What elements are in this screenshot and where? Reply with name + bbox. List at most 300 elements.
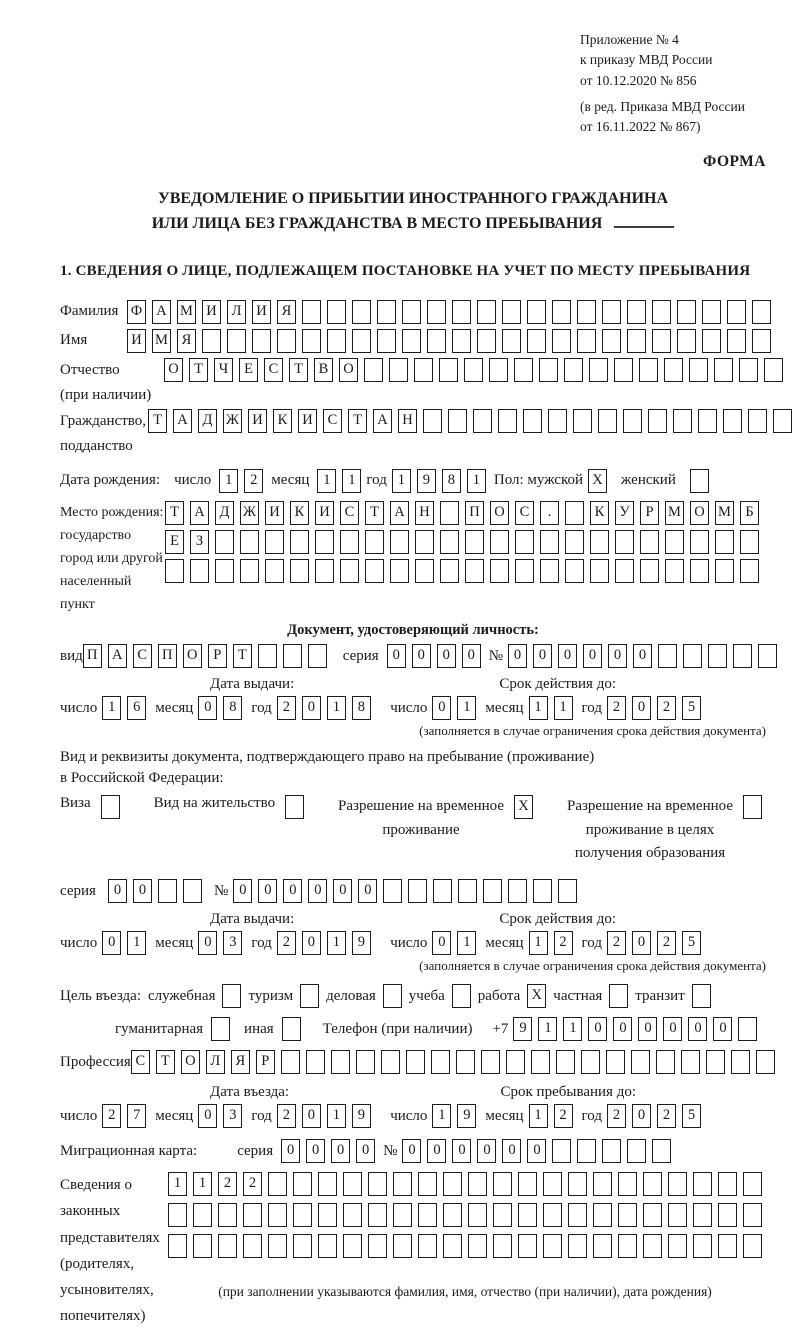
purpose-official-checkbox xyxy=(222,984,241,1008)
filled-cell: 0 xyxy=(283,879,302,903)
valid-month-cells xyxy=(529,696,573,720)
empty-cell xyxy=(758,644,777,668)
empty-cell xyxy=(593,1203,612,1227)
filled-cell: С xyxy=(131,1050,150,1074)
empty-cell xyxy=(193,1234,212,1258)
empty-cell xyxy=(364,358,383,382)
empty-cell xyxy=(698,409,717,433)
empty-cell xyxy=(318,1172,337,1196)
empty-cell xyxy=(640,530,659,554)
purpose-label: Цель въезда: xyxy=(60,987,141,1004)
empty-cell xyxy=(218,1234,237,1258)
purpose-tourism-checkbox xyxy=(300,984,319,1008)
filled-cell: X xyxy=(514,795,533,819)
patronymic-label-line1: Отчество xyxy=(60,361,120,378)
empty-cell xyxy=(715,530,734,554)
empty-cell xyxy=(101,795,120,819)
empty-cell xyxy=(543,1172,562,1196)
empty-cell xyxy=(540,530,559,554)
purpose-transit-label: транзит xyxy=(635,987,685,1004)
empty-cell xyxy=(565,501,584,525)
empty-cell xyxy=(458,879,477,903)
filled-cell: 1 xyxy=(219,469,238,493)
surname-row xyxy=(60,300,766,324)
empty-cell xyxy=(465,559,484,583)
empty-cell xyxy=(383,879,402,903)
empty-cell xyxy=(664,358,683,382)
empty-cell xyxy=(518,1172,537,1196)
empty-cell xyxy=(343,1172,362,1196)
filled-cell: 3 xyxy=(223,931,242,955)
empty-cell xyxy=(677,300,696,324)
filled-cell: 1 xyxy=(467,469,486,493)
filled-cell: П xyxy=(465,501,484,525)
filled-cell: Ч xyxy=(214,358,233,382)
empty-cell xyxy=(393,1172,412,1196)
empty-cell xyxy=(606,1050,625,1074)
blank-underline xyxy=(614,214,674,228)
filled-cell: 2 xyxy=(554,931,573,955)
empty-cell xyxy=(568,1234,587,1258)
empty-cell xyxy=(468,1172,487,1196)
phone-label: Телефон (при наличии) xyxy=(322,1020,473,1037)
empty-cell xyxy=(602,300,621,324)
profession-label: Профессия xyxy=(60,1053,131,1070)
filled-cell: 2 xyxy=(243,1172,262,1196)
empty-cell xyxy=(393,1203,412,1227)
empty-cell xyxy=(643,1234,662,1258)
year-label: год xyxy=(581,1107,602,1124)
residence-valid-year-cells xyxy=(607,931,701,955)
empty-cell xyxy=(390,530,409,554)
issue-month-cells xyxy=(198,696,242,720)
empty-cell xyxy=(568,1203,587,1227)
citizenship-row xyxy=(60,409,766,459)
filled-cell: 1 xyxy=(193,1172,212,1196)
filled-cell: 1 xyxy=(529,1104,548,1128)
phone-prefix: +7 xyxy=(492,1020,509,1037)
empty-cell xyxy=(252,329,271,353)
filled-cell: 0 xyxy=(588,1017,607,1041)
empty-cell xyxy=(277,329,296,353)
empty-cell xyxy=(415,530,434,554)
empty-cell xyxy=(193,1203,212,1227)
temp-residence-edu-label-line3: получения образования xyxy=(574,844,726,861)
filled-cell: 2 xyxy=(102,1104,121,1128)
empty-cell xyxy=(190,559,209,583)
empty-cell xyxy=(689,358,708,382)
empty-cell xyxy=(300,984,319,1008)
representatives-label-line2: законных xyxy=(60,1203,121,1220)
empty-cell xyxy=(693,1172,712,1196)
empty-cell xyxy=(158,879,177,903)
birth-place-row1 xyxy=(165,501,759,525)
doc-series-label: серия xyxy=(342,647,379,664)
stay-day-cells xyxy=(432,1104,476,1128)
birth-place-label xyxy=(60,501,165,616)
filled-cell: 1 xyxy=(554,696,573,720)
empty-cell xyxy=(293,1234,312,1258)
empty-cell xyxy=(740,559,759,583)
empty-cell xyxy=(565,559,584,583)
empty-cell xyxy=(258,644,277,668)
filled-cell: 5 xyxy=(682,931,701,955)
day-label: число xyxy=(60,699,98,716)
empty-cell xyxy=(427,329,446,353)
temp-residence-checkbox xyxy=(514,795,533,819)
empty-cell xyxy=(281,1050,300,1074)
empty-cell xyxy=(623,409,642,433)
filled-cell: 9 xyxy=(352,931,371,955)
empty-cell xyxy=(308,644,327,668)
filled-cell: 0 xyxy=(302,931,321,955)
filled-cell: К xyxy=(273,409,292,433)
residence-issue-day-cells xyxy=(102,931,146,955)
empty-cell xyxy=(577,300,596,324)
filled-cell: 0 xyxy=(358,879,377,903)
purpose-work-label: работа xyxy=(477,987,521,1004)
empty-cell xyxy=(573,409,592,433)
empty-cell xyxy=(727,300,746,324)
birth-date-row xyxy=(60,469,766,493)
filled-cell: Ф xyxy=(127,300,146,324)
filled-cell: 0 xyxy=(133,879,152,903)
filled-cell: Т xyxy=(348,409,367,433)
issue-date-header: Дата выдачи: xyxy=(210,676,295,693)
residence-doc-intro1: Вид и реквизиты документа, подтверждающего право на пребывание (проживание) xyxy=(60,749,595,766)
birth-place-label-line3: город или другой xyxy=(60,551,163,567)
filled-cell: 1 xyxy=(342,469,361,493)
empty-cell xyxy=(415,559,434,583)
empty-cell xyxy=(468,1203,487,1227)
doc-number-label: № xyxy=(488,647,503,664)
year-label: год xyxy=(581,934,602,951)
empty-cell xyxy=(539,358,558,382)
filled-cell: Н xyxy=(415,501,434,525)
empty-cell xyxy=(465,530,484,554)
filled-cell: Е xyxy=(165,530,184,554)
empty-cell xyxy=(743,1172,762,1196)
filled-cell: 0 xyxy=(477,1139,496,1163)
empty-cell xyxy=(639,358,658,382)
filled-cell: 0 xyxy=(608,644,627,668)
filled-cell: 0 xyxy=(308,879,327,903)
filled-cell: 2 xyxy=(657,1104,676,1128)
purpose-private-checkbox xyxy=(609,984,628,1008)
filled-cell: А xyxy=(373,409,392,433)
filled-cell: X xyxy=(588,469,607,493)
empty-cell xyxy=(683,644,702,668)
empty-cell xyxy=(452,300,471,324)
empty-cell xyxy=(418,1203,437,1227)
empty-cell xyxy=(318,1203,337,1227)
title-line2-text: ИЛИ ЛИЦА БЕЗ ГРАЖДАНСТВА В МЕСТО ПРЕБЫВАНИЯ xyxy=(151,215,603,233)
purpose-row xyxy=(60,984,766,1008)
empty-cell xyxy=(477,329,496,353)
filled-cell: 1 xyxy=(529,696,548,720)
identity-doc-row xyxy=(60,644,766,668)
sex-female-label: женский xyxy=(621,472,676,489)
residence-issue-month-cells xyxy=(198,931,242,955)
empty-cell xyxy=(665,530,684,554)
issue-date-header: Дата выдачи: xyxy=(210,911,295,928)
filled-cell: О xyxy=(339,358,358,382)
empty-cell xyxy=(377,300,396,324)
filled-cell: Б xyxy=(740,501,759,525)
filled-cell: Я xyxy=(277,300,296,324)
empty-cell xyxy=(515,559,534,583)
empty-cell xyxy=(708,644,727,668)
empty-cell xyxy=(518,1234,537,1258)
empty-cell xyxy=(183,879,202,903)
birth-date-label: Дата рождения: xyxy=(60,472,161,489)
empty-cell xyxy=(740,530,759,554)
empty-cell xyxy=(477,300,496,324)
firstname-cells xyxy=(127,329,771,353)
month-label: месяц xyxy=(155,1107,194,1124)
empty-cell xyxy=(468,1234,487,1258)
filled-cell: . xyxy=(540,501,559,525)
entry-year-cells xyxy=(277,1104,371,1128)
filled-cell: 2 xyxy=(277,696,296,720)
empty-cell xyxy=(268,1172,287,1196)
filled-cell: П xyxy=(83,644,102,668)
empty-cell xyxy=(215,559,234,583)
empty-cell xyxy=(743,1203,762,1227)
empty-cell xyxy=(290,559,309,583)
doc-kind-cells xyxy=(83,644,327,668)
filled-cell: Д xyxy=(215,501,234,525)
empty-cell xyxy=(627,329,646,353)
edition-block xyxy=(580,97,766,138)
empty-cell xyxy=(268,1234,287,1258)
appendix-block xyxy=(60,30,766,137)
identity-doc-heading: Документ, удостоверяющий личность: xyxy=(287,622,539,639)
empty-cell xyxy=(690,530,709,554)
empty-cell xyxy=(743,1234,762,1258)
birth-year-cells xyxy=(392,469,486,493)
representatives-block xyxy=(60,1172,766,1330)
temp-residence-label-line2: проживание xyxy=(382,821,460,838)
filled-cell: А xyxy=(173,409,192,433)
filled-cell: 1 xyxy=(563,1017,582,1041)
birth-place-label-line2: государство xyxy=(60,527,132,543)
empty-cell xyxy=(356,1050,375,1074)
empty-cell xyxy=(693,1203,712,1227)
year-label: год xyxy=(251,699,272,716)
empty-cell xyxy=(643,1172,662,1196)
empty-cell xyxy=(723,409,742,433)
empty-cell xyxy=(593,1234,612,1258)
empty-cell xyxy=(315,530,334,554)
empty-cell xyxy=(490,559,509,583)
empty-cell xyxy=(702,329,721,353)
empty-cell xyxy=(598,409,617,433)
sex-female-checkbox xyxy=(690,469,709,493)
validity-hint: (заполняется в случае ограничения срока действия документа) xyxy=(419,958,766,974)
day-label: число xyxy=(390,699,428,716)
birth-place-row3 xyxy=(165,559,759,583)
residence-doc-intro2: в Российской Федерации: xyxy=(60,770,224,787)
empty-cell xyxy=(406,1050,425,1074)
sex-male-checkbox xyxy=(588,469,607,493)
empty-cell xyxy=(443,1172,462,1196)
empty-cell xyxy=(627,300,646,324)
filled-cell: 0 xyxy=(331,1139,350,1163)
residence-permit-label: Вид на жительство xyxy=(153,795,276,812)
filled-cell: 0 xyxy=(302,1104,321,1128)
residence-number-cells xyxy=(233,879,577,903)
filled-cell: 0 xyxy=(427,1139,446,1163)
temp-residence-edu-label-line2: проживание в целях xyxy=(585,821,715,838)
filled-cell: 2 xyxy=(277,931,296,955)
residence-issue-year-cells xyxy=(277,931,371,955)
representatives-label-line1: Сведения о xyxy=(60,1177,132,1194)
filled-cell: 0 xyxy=(437,644,456,668)
filled-cell: 0 xyxy=(462,644,481,668)
empty-cell xyxy=(665,559,684,583)
empty-cell xyxy=(527,329,546,353)
month-label: месяц xyxy=(485,699,524,716)
empty-cell xyxy=(727,329,746,353)
filled-cell: 0 xyxy=(432,696,451,720)
empty-cell xyxy=(506,1050,525,1074)
filled-cell: 7 xyxy=(127,1104,146,1128)
filled-cell: 0 xyxy=(533,644,552,668)
empty-cell xyxy=(752,300,771,324)
firstname-row xyxy=(60,329,766,353)
migration-card-row xyxy=(60,1139,766,1163)
empty-cell xyxy=(602,329,621,353)
filled-cell: 0 xyxy=(356,1139,375,1163)
empty-cell xyxy=(402,300,421,324)
temp-residence-edu-checkbox xyxy=(743,795,762,819)
empty-cell xyxy=(215,530,234,554)
section1-heading: 1. СВЕДЕНИЯ О ЛИЦЕ, ПОДЛЕЖАЩЕМ ПОСТАНОВКЕ НА УЧЕТ ПО МЕСТУ ПРЕБЫВАНИЯ xyxy=(60,262,751,279)
empty-cell xyxy=(748,409,767,433)
year-label: год xyxy=(251,934,272,951)
residence-doc-options xyxy=(60,795,766,865)
filled-cell: 8 xyxy=(352,696,371,720)
representatives-cells xyxy=(168,1172,762,1300)
filled-cell: 2 xyxy=(657,931,676,955)
filled-cell: 0 xyxy=(333,879,352,903)
empty-cell xyxy=(652,300,671,324)
filled-cell: 8 xyxy=(442,469,461,493)
empty-cell xyxy=(690,559,709,583)
filled-cell: И xyxy=(315,501,334,525)
filled-cell: 0 xyxy=(502,1139,521,1163)
filled-cell: 0 xyxy=(688,1017,707,1041)
filled-cell: Т xyxy=(156,1050,175,1074)
migration-card-label: Миграционная карта: xyxy=(60,1142,198,1159)
entry-date-header: Дата въезда: xyxy=(210,1084,290,1101)
empty-cell xyxy=(706,1050,725,1074)
empty-cell xyxy=(677,329,696,353)
empty-cell xyxy=(306,1050,325,1074)
filled-cell: И xyxy=(298,409,317,433)
temp-residence-option xyxy=(338,795,533,842)
empty-cell xyxy=(731,1050,750,1074)
filled-cell: 1 xyxy=(392,469,411,493)
residence-doc-dates-row xyxy=(60,931,766,955)
empty-cell xyxy=(493,1234,512,1258)
filled-cell: Я xyxy=(177,329,196,353)
empty-cell xyxy=(381,1050,400,1074)
empty-cell xyxy=(265,559,284,583)
filled-cell: 1 xyxy=(317,469,336,493)
birth-place-label-line4: населенный пункт xyxy=(60,574,132,613)
empty-cell xyxy=(418,1234,437,1258)
empty-cell xyxy=(514,358,533,382)
filled-cell: 9 xyxy=(513,1017,532,1041)
month-label: месяц xyxy=(271,472,310,489)
purpose-work-checkbox xyxy=(527,984,546,1008)
filled-cell: 5 xyxy=(682,1104,701,1128)
empty-cell xyxy=(738,1017,757,1041)
residence-valid-day-cells xyxy=(432,931,476,955)
empty-cell xyxy=(564,358,583,382)
empty-cell xyxy=(227,329,246,353)
citizenship-label-line1: Гражданство, xyxy=(60,413,147,430)
series-label: серия xyxy=(237,1142,274,1159)
filled-cell: 0 xyxy=(632,931,651,955)
filled-cell: Т xyxy=(289,358,308,382)
representatives-row1 xyxy=(168,1172,762,1196)
empty-cell xyxy=(693,1234,712,1258)
filled-cell: 0 xyxy=(412,644,431,668)
empty-cell xyxy=(668,1203,687,1227)
filled-cell: 1 xyxy=(327,696,346,720)
stay-until-header: Срок пребывания до: xyxy=(500,1084,636,1101)
filled-cell: Ж xyxy=(240,501,259,525)
filled-cell: 1 xyxy=(457,931,476,955)
empty-cell xyxy=(543,1234,562,1258)
empty-cell xyxy=(265,530,284,554)
empty-cell xyxy=(533,879,552,903)
residence-permit-option xyxy=(154,795,304,819)
edition-line2: от 16.11.2022 № 867) xyxy=(580,119,701,134)
empty-cell xyxy=(589,358,608,382)
filled-cell: 2 xyxy=(607,696,626,720)
empty-cell xyxy=(702,300,721,324)
empty-cell xyxy=(327,300,346,324)
citizenship-label-line2: подданство xyxy=(60,438,133,455)
filled-cell: И xyxy=(127,329,146,353)
day-label: число xyxy=(60,934,98,951)
empty-cell xyxy=(352,300,371,324)
phone-cells xyxy=(513,1017,757,1041)
empty-cell xyxy=(268,1203,287,1227)
filled-cell: Т xyxy=(365,501,384,525)
filled-cell: X xyxy=(527,984,546,1008)
representatives-hint: (при заполнении указываются фамилия, имя, отчество (при наличии), дата рождения) xyxy=(218,1284,712,1300)
filled-cell: 0 xyxy=(713,1017,732,1041)
empty-cell xyxy=(577,1139,596,1163)
empty-cell xyxy=(565,530,584,554)
empty-cell xyxy=(443,1234,462,1258)
filled-cell: 0 xyxy=(632,1104,651,1128)
residence-permit-checkbox xyxy=(285,795,304,819)
empty-cell xyxy=(402,329,421,353)
identity-doc-date-headers xyxy=(60,676,766,693)
issue-year-cells xyxy=(277,696,371,720)
empty-cell xyxy=(481,1050,500,1074)
title-line2 xyxy=(60,212,766,237)
filled-cell: Р xyxy=(208,644,227,668)
empty-cell xyxy=(618,1172,637,1196)
filled-cell: 0 xyxy=(302,696,321,720)
